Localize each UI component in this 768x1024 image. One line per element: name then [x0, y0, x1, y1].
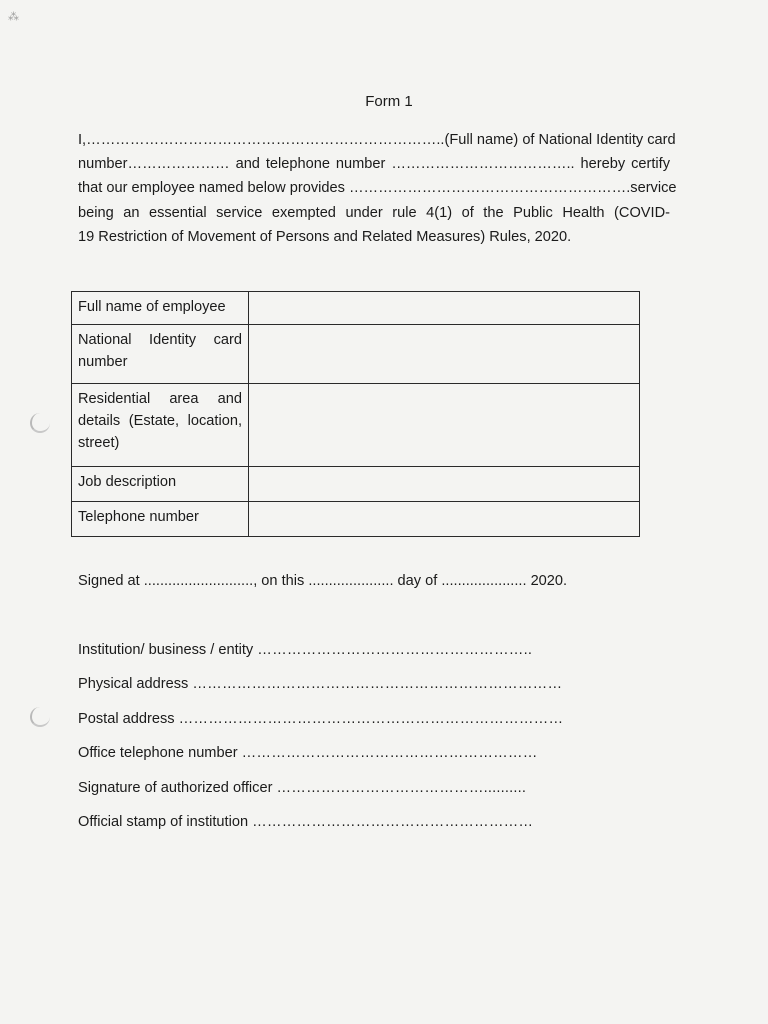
- row-value-telephone[interactable]: [249, 502, 640, 537]
- table-row: [72, 292, 640, 325]
- row-label-id-number: National Identity card number: [72, 325, 249, 384]
- field-label: Postal address: [78, 710, 175, 727]
- row-value-full-name[interactable]: [249, 292, 640, 325]
- institution-fields: [78, 642, 563, 848]
- field-postal-address[interactable]: [78, 711, 563, 745]
- field-signature[interactable]: [78, 780, 563, 814]
- field-physical-address[interactable]: [78, 676, 563, 710]
- intro-line: 19 Restriction of Movement of Persons and Related Measures) Rules, 2020.: [78, 228, 572, 245]
- field-dotted-line[interactable]: ……………………………………..........: [276, 779, 527, 796]
- field-dotted-line[interactable]: …………………………………………………………………: [192, 676, 563, 693]
- row-value-job-description[interactable]: [249, 467, 640, 502]
- field-dotted-line[interactable]: ……………………………………………………………………: [178, 710, 564, 727]
- punch-hole-mark: [30, 707, 50, 727]
- table-row: [72, 325, 640, 384]
- row-label-full-name: Full name of employee: [72, 292, 249, 325]
- intro-line: that our employee named below provides ………………………………………………….service: [78, 180, 677, 197]
- scan-speck-mark: ⁂: [8, 11, 19, 23]
- row-value-residential-area[interactable]: [249, 384, 640, 467]
- intro-line: being an essential service exempted under rule 4(1) of the Public Health (COVID-: [78, 204, 670, 221]
- field-dotted-line[interactable]: ……………………………………………………: [241, 745, 538, 762]
- punch-hole-mark: [30, 413, 50, 433]
- row-value-id-number[interactable]: [249, 325, 640, 384]
- field-label: Official stamp of institution: [78, 813, 249, 830]
- field-label: Signature of authorized officer: [78, 779, 273, 796]
- row-label-telephone: Telephone number: [72, 502, 249, 537]
- employee-details-table: [71, 291, 640, 537]
- table-row: [72, 502, 640, 537]
- intro-line: I,………………………………………………………………..(Full name) of National Identity card: [78, 132, 676, 148]
- field-official-stamp[interactable]: [78, 814, 563, 848]
- field-label: Institution/ business / entity: [78, 642, 254, 658]
- table-row: [72, 467, 640, 502]
- field-institution[interactable]: [78, 642, 563, 676]
- certification-paragraph: [78, 128, 677, 249]
- row-label-residential-area: Residential area and details (Estate, location, street): [72, 384, 249, 467]
- table-row: [72, 384, 640, 467]
- field-office-telephone[interactable]: [78, 745, 563, 779]
- intro-line: number………………… and telephone number ……………………………….. hereby certify: [78, 156, 670, 173]
- field-label: Physical address: [78, 676, 189, 693]
- field-label: Office telephone number: [78, 745, 238, 762]
- signed-at-line[interactable]: Signed at ..........................., on this ..................... day of ..................... 2020.: [78, 573, 568, 589]
- field-dotted-line[interactable]: …………………………………………………: [252, 813, 534, 830]
- form-title: Form 1: [365, 93, 413, 110]
- field-dotted-line[interactable]: ………………………………………………..: [257, 642, 533, 658]
- row-label-job-description: Job description: [72, 467, 249, 502]
